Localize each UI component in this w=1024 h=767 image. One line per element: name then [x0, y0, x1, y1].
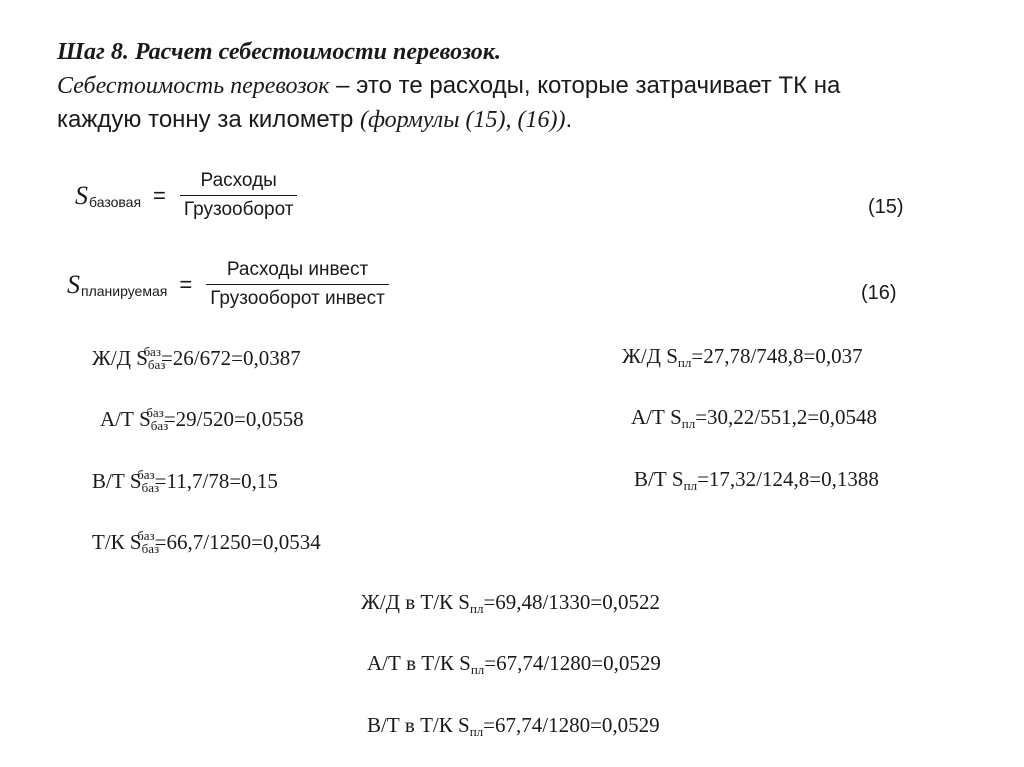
calc-sub: баз — [150, 418, 169, 433]
formula-denominator: Грузооборот — [180, 195, 298, 221]
formula-symbol: S — [67, 269, 80, 299]
calc-mode: А/Т S — [100, 407, 151, 431]
calc-expr: =27,78/748,8=0,037 — [691, 344, 863, 368]
intro-line-1 — [57, 69, 957, 103]
calc-base-auto — [100, 405, 304, 434]
intro-line-2 — [57, 103, 957, 137]
page-header — [57, 36, 957, 137]
calc-expr: =17,32/124,8=0,1388 — [697, 467, 879, 491]
calc-expr: =11,7/78=0,15 — [154, 469, 278, 493]
formula-15-number: (15) — [868, 196, 904, 218]
calc-expr: =66,7/1250=0,0534 — [154, 530, 321, 554]
formula-denominator: Грузооборот инвест — [206, 284, 389, 310]
formula-numerator: Расходы инвест — [226, 259, 369, 280]
formula-16 — [67, 259, 389, 310]
calc-mode: Ж/Д S — [92, 346, 148, 370]
intro-text-2: каждую тонну за километр — [57, 106, 360, 133]
formula-16-number: (16) — [861, 282, 897, 304]
formula-subscript: планируемая — [81, 282, 168, 299]
calc-expr: =30,22/551,2=0,0548 — [695, 405, 877, 429]
calc-sub: пл — [677, 355, 692, 370]
formula-subscript: базовая — [89, 193, 142, 210]
calc-sub: пл — [469, 724, 484, 739]
calc-plan-auto — [631, 405, 877, 432]
calc-sub: пл — [683, 478, 698, 493]
intro-term: Себестоимость перевозок — [57, 73, 330, 99]
formula-equals: = — [153, 182, 166, 208]
formula-symbol: S — [75, 180, 88, 210]
calc-mode: Т/К S — [92, 530, 142, 554]
calc-sup: баз — [137, 528, 155, 543]
calc-expr: =67,74/1280=0,0529 — [483, 713, 660, 737]
calc-expr: =29/520=0,0558 — [163, 407, 304, 431]
calc-mode: Ж/Д S — [622, 344, 678, 368]
calc-mode: В/Т в Т/К S — [367, 713, 470, 737]
calc-mode: В/Т S — [92, 469, 142, 493]
calc-sub: пл — [681, 416, 696, 431]
formula-fraction — [180, 170, 298, 221]
calc-sub: пл — [470, 601, 484, 616]
intro-text-1: – это те расходы, которые затрачивает ТК на — [329, 72, 841, 99]
step-title: Шаг 8. Расчет себестоимости перевозок. — [57, 39, 501, 65]
calc-tk-water — [367, 713, 660, 740]
formula-numerator: Расходы — [200, 170, 277, 191]
calc-plan-rail — [622, 344, 863, 371]
calc-plan-water — [634, 467, 879, 494]
formula-fraction — [206, 259, 389, 310]
calc-sup: баз — [137, 467, 155, 482]
calc-mode: В/Т S — [634, 467, 684, 491]
calc-tk-auto — [367, 651, 661, 678]
calc-tk-rail — [361, 590, 660, 617]
calc-sup: баз — [143, 344, 161, 359]
calc-sub: баз — [141, 480, 160, 495]
calc-base-tk — [92, 528, 321, 557]
calc-base-water — [92, 467, 278, 496]
formula-reference: (формулы (15), (16)) — [359, 107, 566, 133]
calc-expr: =69,48/1330=0,0522 — [483, 590, 660, 614]
calc-mode: А/Т S — [631, 405, 682, 429]
calc-sup: баз — [146, 405, 164, 420]
calc-mode: А/Т в Т/К S — [367, 651, 471, 675]
calc-base-rail — [92, 344, 301, 373]
formula-equals: = — [179, 271, 193, 297]
calc-sub: баз — [147, 357, 166, 372]
calc-expr: =67,74/1280=0,0529 — [484, 651, 661, 675]
intro-end: . — [565, 106, 573, 133]
calc-expr: =26/672=0,0387 — [160, 346, 301, 370]
calc-sub: баз — [141, 541, 160, 556]
formula-15 — [75, 170, 297, 221]
calc-mode: Ж/Д в Т/К S — [361, 590, 470, 614]
calc-sub: пл — [470, 662, 485, 677]
